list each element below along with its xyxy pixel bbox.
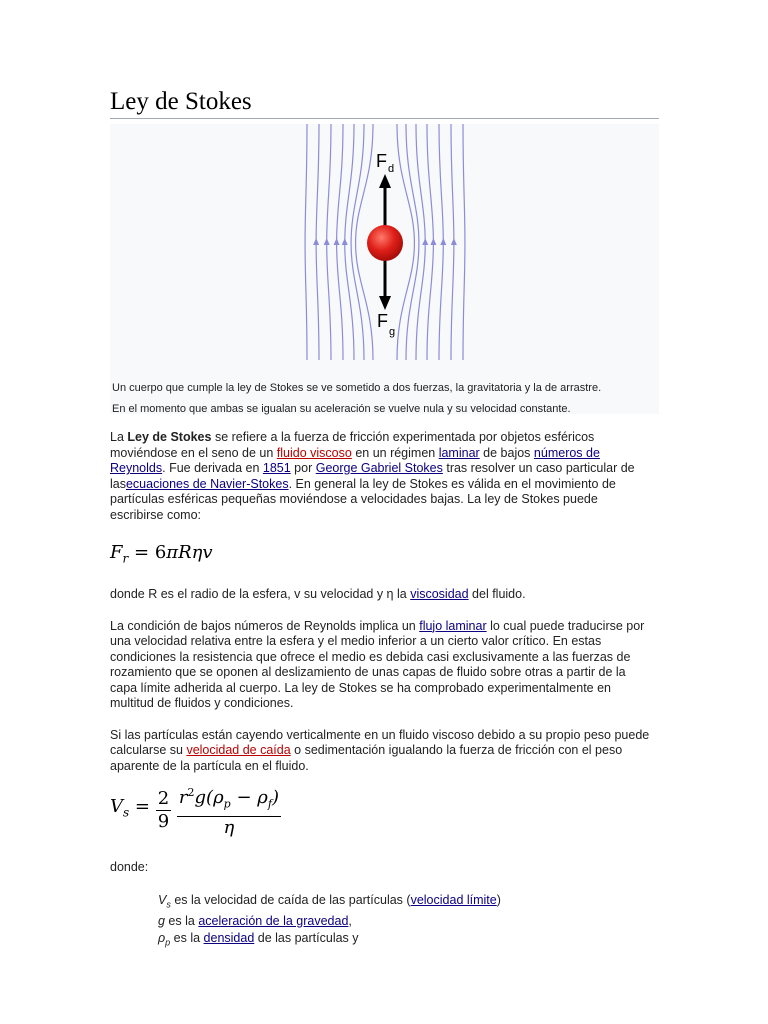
- link-flujo-laminar[interactable]: flujo laminar: [419, 618, 487, 633]
- paragraph-sedimentation: Si las partículas están cayendo verticalmente en un fluido viscoso debido a su propio peso puede calcularse su velocidad de caída o sedimentación igualando la fuerza de fricción con el peso aparente de la partícula en el fluido.: [110, 727, 650, 773]
- flow-arrow: [334, 238, 340, 245]
- gravity-label-sub: g: [389, 326, 396, 338]
- paragraph-intro: La Ley de Stokes se refiere a la fuerza de fricción experimentada por objetos esféricos moviéndose en el seno de un fluido viscoso en un régimen laminar de bajos números de Reynolds. Fue derivada en 1851 por George Gabriel Stokes tras resolver un caso particular de lasecuaciones de Navier-Stokes. En general la ley de Stokes es válida en el movimiento de partículas esféricas pequeñas moviéndose a velocidades bajas. La ley de Stokes puede escribirse como:: [110, 430, 635, 522]
- flow-arrow: [440, 238, 446, 245]
- streamline: [463, 124, 465, 360]
- flow-arrow: [342, 238, 348, 245]
- formula-stokes-law: $F_r = 6\pi R\eta v$: [110, 542, 213, 566]
- link-densidad[interactable]: densidad: [203, 931, 255, 945]
- link-navier-stokes[interactable]: ecuaciones de Navier-Stokes: [125, 476, 289, 491]
- figure-caption: [112, 378, 657, 420]
- gravity-arrowhead: [379, 296, 391, 310]
- streamline: [305, 124, 307, 360]
- stokes-figure: [110, 124, 659, 414]
- caption-line-2: En el momento que ambas se igualan su aceleración se vuelve nula y su velocidad constante.: [112, 403, 571, 415]
- flow-arrow: [324, 238, 330, 245]
- link-1851[interactable]: 1851: [262, 461, 291, 475]
- article-body: [110, 430, 650, 952]
- sphere: [367, 225, 403, 261]
- link-viscosidad[interactable]: viscosidad: [410, 587, 469, 601]
- gravity-label: F: [377, 311, 388, 331]
- link-numeros-reynolds[interactable]: números de Reynolds: [110, 445, 600, 475]
- def-item: g es la aceleración de la gravedad,: [158, 914, 352, 928]
- drag-label-sub: d: [388, 163, 395, 175]
- drag-label: F: [376, 151, 387, 171]
- definition-list: [158, 892, 650, 952]
- bold-term: Ley de Stokes: [127, 430, 212, 444]
- link-laminar[interactable]: laminar: [438, 445, 480, 460]
- flow-arrow: [451, 238, 457, 245]
- drag-arrowhead: [379, 174, 391, 188]
- page-title: Ley de Stokes: [110, 88, 659, 119]
- link-velocidad-limite[interactable]: velocidad límite: [410, 892, 497, 907]
- def-item: $V_s$ es la velocidad de caída de las partículas (velocidad límite): [158, 892, 501, 909]
- caption-line-1: Un cuerpo que cumple la ley de Stokes se ve sometido a dos fuerzas, la gravitatoria y la de arrastre.: [112, 382, 602, 394]
- link-george-gabriel-stokes[interactable]: George Gabriel Stokes: [315, 461, 443, 475]
- link-fluido-viscoso[interactable]: fluido viscoso: [276, 445, 352, 460]
- flow-arrow: [422, 238, 428, 245]
- paragraph-reynolds: La condición de bajos números de Reynolds implica un flujo laminar lo cual puede traducirse por una velocidad relativa entre la esfera y el medio inferior a un cierto valor crítico. En estas condiciones la resistencia que ofrece el medio es debida casi exclusivamente a las fuerzas de rozamiento que se oponen al deslizamiento de unas capas de fluido sobre otras a partir de la capa límite adherida al cuerpo. La ley de Stokes se ha comprobado experimentalmente en multitud de fluidos y condiciones.: [110, 618, 645, 710]
- paragraph-definition: donde R es el radio de la esfera, v su velocidad y η la viscosidad del fluido.: [110, 587, 526, 601]
- def-item: $\rho_p$ es la densidad de las partículas y: [158, 931, 359, 948]
- flow-arrow: [313, 238, 319, 245]
- link-aceleracion-gravedad[interactable]: aceleración de la gravedad: [198, 914, 349, 928]
- flow-arrow: [430, 238, 436, 245]
- streamline-diagram: [110, 124, 659, 364]
- formula-settling-velocity: $V_s$ = $\frac{2}{9}$ $\frac{r^2g(\rho_p - \rho_f)}{\eta}$: [110, 782, 650, 842]
- link-velocidad-caida[interactable]: velocidad de caída: [186, 743, 291, 757]
- paragraph-donde: donde:: [110, 860, 149, 874]
